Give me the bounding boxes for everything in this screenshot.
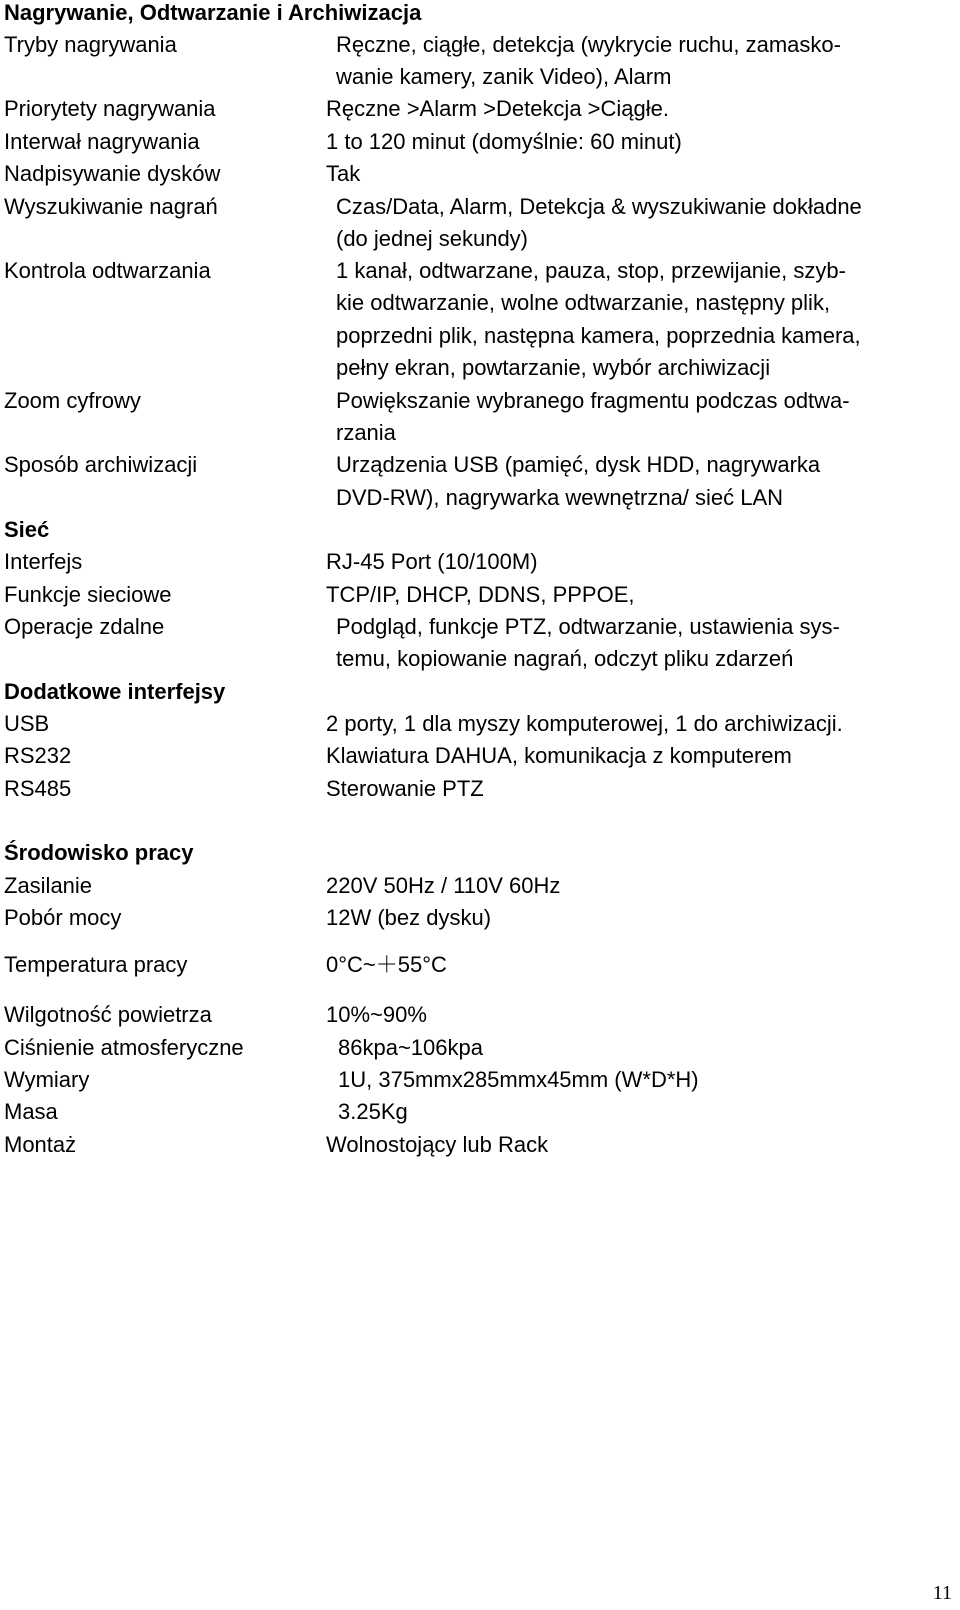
spec-value: 12W (bez dysku) bbox=[326, 905, 492, 930]
spec-label: Kontrola odtwarzania bbox=[4, 258, 211, 283]
spec-value: Sterowanie PTZ bbox=[326, 776, 484, 801]
spec-value: kie odtwarzanie, wolne odtwarzanie, następny plik, bbox=[336, 290, 831, 315]
spec-value: Ręczne >Alarm >Detekcja >Ciągłe. bbox=[326, 96, 669, 121]
spec-label: Zasilanie bbox=[4, 873, 93, 898]
spec-label: Interfejs bbox=[4, 549, 83, 574]
spec-value: wanie kamery, zanik Video), Alarm bbox=[336, 64, 672, 89]
spec-value: Czas/Data, Alarm, Detekcja & wyszukiwanie dokładne bbox=[336, 194, 862, 219]
spec-label: Zoom cyfrowy bbox=[4, 388, 141, 413]
spec-value: temu, kopiowanie nagrań, odczyt pliku zdarzeń bbox=[336, 646, 794, 671]
spec-value: rzania bbox=[336, 420, 396, 445]
spec-label: Interwał nagrywania bbox=[4, 129, 200, 154]
spec-value: Klawiatura DAHUA, komunikacja z komputerem bbox=[326, 743, 792, 768]
spec-value: 1U, 375mmx285mmx45mm (W*D*H) bbox=[338, 1067, 699, 1092]
spec-value: Powiększanie wybranego fragmentu podczas odtwa- bbox=[336, 388, 850, 413]
spec-label: USB bbox=[4, 711, 50, 736]
spec-value: 0°C~＋55°C bbox=[326, 952, 447, 977]
section-heading-network: Sieć bbox=[4, 517, 50, 542]
page-number: 11 bbox=[932, 1582, 952, 1604]
spec-label: Funkcje sieciowe bbox=[4, 582, 172, 607]
spec-value: (do jednej sekundy) bbox=[336, 226, 529, 251]
spec-value: 220V 50Hz / 110V 60Hz bbox=[326, 873, 561, 898]
spec-value: 10%~90% bbox=[326, 1002, 427, 1027]
spec-label: Operacje zdalne bbox=[4, 614, 165, 639]
spec-label: Tryby nagrywania bbox=[4, 32, 177, 57]
spec-label: Sposób archiwizacji bbox=[4, 452, 198, 477]
spec-value: RJ-45 Port (10/100M) bbox=[326, 549, 538, 574]
spec-label: Ciśnienie atmosferyczne bbox=[4, 1035, 244, 1060]
spec-label: Masa bbox=[4, 1099, 58, 1124]
spec-value: Ręczne, ciągłe, detekcja (wykrycie ruchu, zamasko- bbox=[336, 32, 841, 57]
spec-value: DVD-RW), nagrywarka wewnętrzna/ sieć LAN bbox=[336, 485, 784, 510]
spec-label: Wilgotność powietrza bbox=[4, 1002, 212, 1027]
spec-value: 3.25Kg bbox=[338, 1099, 408, 1124]
spec-value: 86kpa~106kpa bbox=[338, 1035, 483, 1060]
spec-label: Montaż bbox=[4, 1132, 77, 1157]
spec-value: poprzedni plik, następna kamera, poprzednia kamera, bbox=[336, 323, 861, 348]
section-heading-environment: Środowisko pracy bbox=[4, 840, 194, 865]
spec-label: RS232 bbox=[4, 743, 72, 768]
spec-label: Wymiary bbox=[4, 1067, 90, 1092]
spec-value: pełny ekran, powtarzanie, wybór archiwizacji bbox=[336, 355, 771, 380]
section-heading-recording: Nagrywanie, Odtwarzanie i Archiwizacja bbox=[4, 0, 422, 25]
spec-value: Urządzenia USB (pamięć, dysk HDD, nagrywarka bbox=[336, 452, 821, 477]
spec-label: Priorytety nagrywania bbox=[4, 96, 216, 121]
spec-label: Pobór mocy bbox=[4, 905, 122, 930]
spec-value: 1 kanał, odtwarzane, pauza, stop, przewijanie, szyb- bbox=[336, 258, 846, 283]
spec-label: Wyszukiwanie nagrań bbox=[4, 194, 218, 219]
section-heading-interfaces: Dodatkowe interfejsy bbox=[4, 679, 226, 704]
spec-label: Nadpisywanie dysków bbox=[4, 161, 221, 186]
spec-value: Podgląd, funkcje PTZ, odtwarzanie, ustawienia sys- bbox=[336, 614, 840, 639]
spec-value: Tak bbox=[326, 161, 361, 186]
spec-value: Wolnostojący lub Rack bbox=[326, 1132, 549, 1157]
spec-value: TCP/IP, DHCP, DDNS, PPPOE, bbox=[326, 582, 635, 607]
spec-value: 1 to 120 minut (domyślnie: 60 minut) bbox=[326, 129, 682, 154]
spec-value: 2 porty, 1 dla myszy komputerowej, 1 do archiwizacji. bbox=[326, 711, 843, 736]
spec-label: RS485 bbox=[4, 776, 72, 801]
spec-label: Temperatura pracy bbox=[4, 952, 188, 977]
